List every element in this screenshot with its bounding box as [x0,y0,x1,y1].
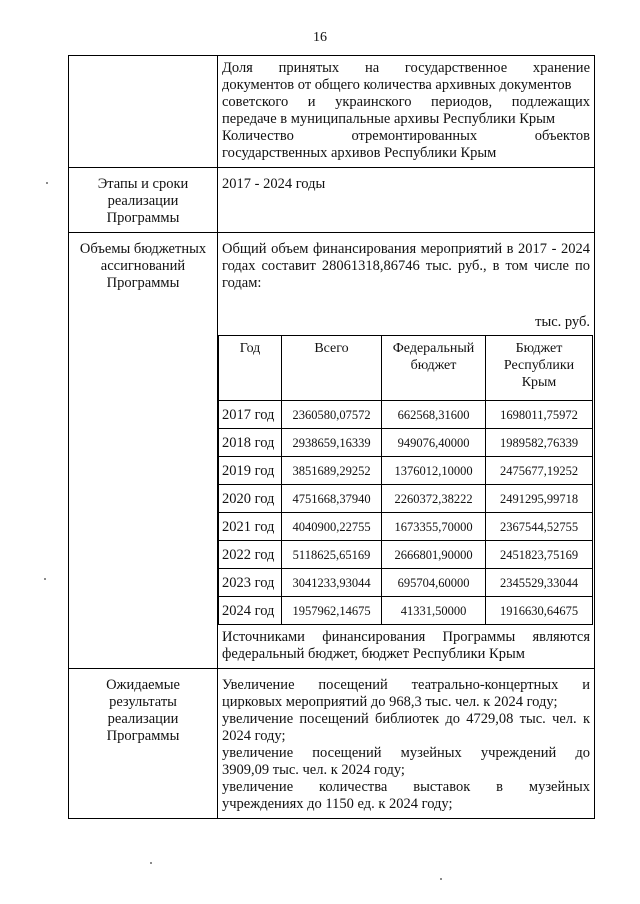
total-cell: 5118625,65169 [282,541,382,569]
column-header-year: Год [219,336,282,401]
financing-sources: Источниками финансирования Программы являются федеральный бюджет, бюджет Республики Крым [222,629,590,662]
year-cell: 2019 год [219,457,282,485]
indicator-line: советского и украинского периодов, подлежащих [222,94,590,110]
crimea-cell: 2491295,99718 [486,485,593,513]
year-cell: 2017 год [219,401,282,429]
column-header-crimea: Бюджет Республики Крым [486,336,593,401]
stages-value [218,168,595,233]
result-line: увеличение посещений музейных учреждений до [222,745,590,761]
year-cell: 2020 год [219,485,282,513]
page-number: 16 [313,30,327,45]
total-cell: 1957962,14675 [282,597,382,625]
result-line: цирковых мероприятий до 968,3 тыс. чел. к 2024 году; [222,694,558,710]
row-indicators-value-cell [218,56,595,168]
table-row [219,541,593,569]
crimea-cell: 1698011,75972 [486,401,593,429]
column-header-federal: Федеральный бюджет [382,336,486,401]
scan-dot [150,862,152,864]
indicator-line: Количество отремонтированных объектов [222,128,590,144]
total-cell: 3851689,29252 [282,457,382,485]
total-cell: 4751668,37940 [282,485,382,513]
row-results [69,669,595,819]
table-row [219,597,593,625]
budget-unit: тыс. руб. [535,314,590,330]
table-row [219,569,593,597]
result-line: учреждениях до 1150 ед. к 2024 году; [222,796,453,812]
result-line: увеличение количества выставок в музейных [222,779,590,795]
indicator-line: документов от общего количества архивных документов [222,77,572,93]
crimea-cell: 2475677,19252 [486,457,593,485]
stages-years: 2017 - 2024 годы [222,176,326,192]
budget-value-cell [218,233,595,669]
federal-cell: 2666801,90000 [382,541,486,569]
year-cell: 2022 год [219,541,282,569]
row-stages [69,168,595,233]
column-header-total: Всего [282,336,382,401]
crimea-cell: 2345529,33044 [486,569,593,597]
result-line: 2024 году; [222,728,286,744]
year-cell: 2021 год [219,513,282,541]
result-line: увеличение посещений библиотек до 4729,08 тыс. чел. к [222,711,590,727]
total-cell: 4040900,22755 [282,513,382,541]
stages-label: Этапы и сроки реализации Программы [69,168,218,233]
row-indicators-label-cell [69,56,218,168]
budget-intro: Общий объем финансирования мероприятий в 2017 - 2024 годах составит 28061318,86746 тыс. руб., в том числе по годам: [222,241,590,291]
budget-label: Объемы бюджетных ассигнований Программы [69,233,218,669]
scan-dot [440,878,442,880]
total-cell: 2938659,16339 [282,429,382,457]
results-label: Ожидаемые результаты реализации Программы [69,669,218,819]
crimea-cell: 2451823,75169 [486,541,593,569]
indicator-line: передаче в муниципальные архивы Республики Крым [222,111,556,127]
row-indicators [69,56,595,168]
budget-by-year-table [218,335,593,625]
year-cell: 2023 год [219,569,282,597]
indicator-line: Доля принятых на государственное хранение [222,60,590,76]
federal-cell: 2260372,38222 [382,485,486,513]
budget-table-header-row [219,336,593,401]
federal-cell: 1673355,70000 [382,513,486,541]
scan-dot [44,578,46,580]
table-row [219,429,593,457]
table-row [219,513,593,541]
results-value-cell [218,669,595,819]
federal-cell: 695704,60000 [382,569,486,597]
crimea-cell: 2367544,52755 [486,513,593,541]
crimea-cell: 1989582,76339 [486,429,593,457]
total-cell: 3041233,93044 [282,569,382,597]
year-cell: 2018 год [219,429,282,457]
federal-cell: 1376012,10000 [382,457,486,485]
result-line: 3909,09 тыс. чел. к 2024 году; [222,762,405,778]
federal-cell: 662568,31600 [382,401,486,429]
federal-cell: 41331,50000 [382,597,486,625]
crimea-cell: 1916630,64675 [486,597,593,625]
table-row [219,485,593,513]
passport-table [68,55,595,819]
total-cell: 2360580,07572 [282,401,382,429]
year-cell: 2024 год [219,597,282,625]
result-line: Увеличение посещений театрально-концертных и [222,677,590,693]
federal-cell: 949076,40000 [382,429,486,457]
scan-dot [46,182,48,184]
table-row [219,401,593,429]
row-budget [69,233,595,669]
indicator-line: государственных архивов Республики Крым [222,145,497,161]
table-row [219,457,593,485]
